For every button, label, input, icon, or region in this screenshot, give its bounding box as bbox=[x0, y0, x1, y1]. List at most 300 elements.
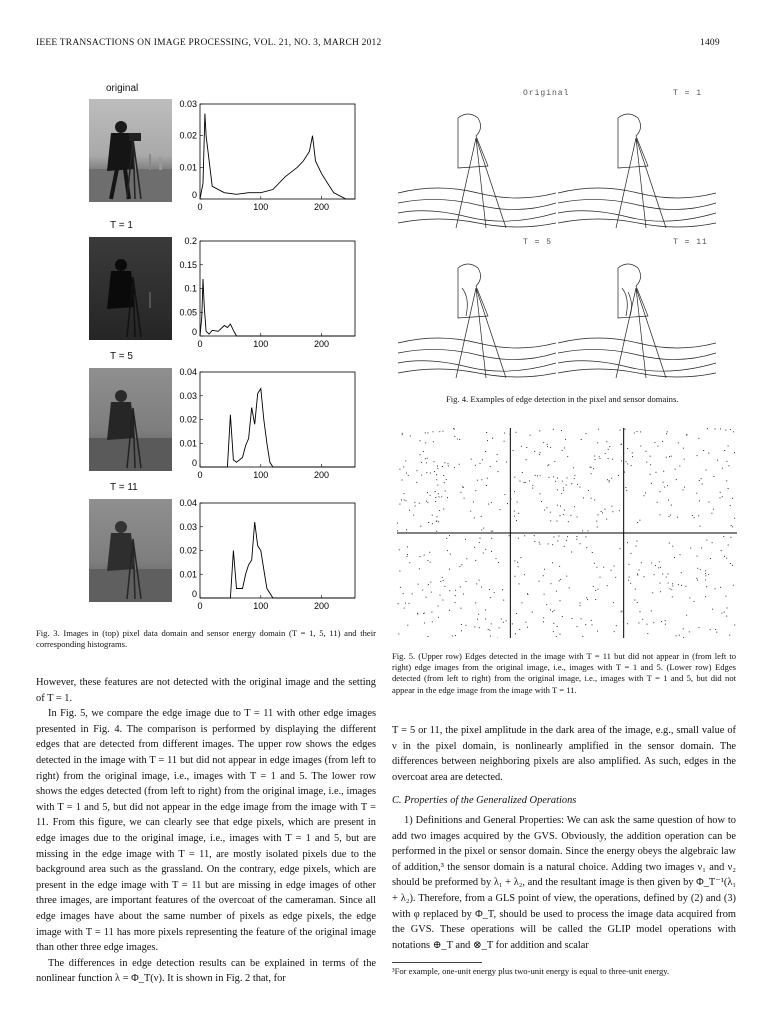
edge-pixel bbox=[449, 569, 450, 570]
edge-pixel bbox=[730, 429, 731, 430]
edge-pixel bbox=[672, 583, 673, 584]
edge-pixel bbox=[446, 538, 447, 539]
right-column-text bbox=[392, 723, 736, 953]
edge-pixel bbox=[623, 429, 624, 430]
edge-pixel bbox=[554, 610, 555, 611]
edge-pixel bbox=[427, 636, 428, 637]
fig4-label-t5: T = 5 bbox=[523, 238, 553, 247]
edge-pixel bbox=[540, 493, 541, 494]
edge-pixel bbox=[732, 526, 733, 527]
edge-pixel bbox=[522, 602, 523, 603]
edge-pixel bbox=[686, 615, 687, 616]
edge-pixel bbox=[729, 635, 730, 636]
edge-pixel bbox=[433, 441, 434, 442]
edge-pixel bbox=[479, 627, 480, 628]
edge-pixel bbox=[405, 603, 406, 604]
edge-pixel bbox=[449, 535, 450, 536]
edge-pixel bbox=[689, 597, 690, 598]
cameraman-t1-image bbox=[89, 237, 172, 340]
edge-pixel bbox=[553, 537, 554, 538]
edge-pixel bbox=[444, 482, 445, 483]
edge-pixel bbox=[651, 563, 652, 564]
edge-pixel bbox=[407, 546, 408, 547]
edge-pixel bbox=[539, 454, 540, 455]
edge-pixel bbox=[591, 620, 592, 621]
edge-pixel bbox=[609, 481, 610, 482]
edge-pixel bbox=[481, 529, 482, 530]
edge-pixel bbox=[517, 502, 518, 503]
edge-pixel bbox=[403, 593, 404, 594]
edge-pixel bbox=[705, 596, 706, 597]
edge-pixel bbox=[552, 562, 553, 563]
edge-pixel bbox=[397, 523, 398, 524]
edge-pixel bbox=[492, 438, 493, 439]
edge-pixel bbox=[602, 512, 603, 513]
edge-pixel bbox=[606, 519, 607, 520]
journal-header: IEEE TRANSACTIONS ON IMAGE PROCESSING, VOL. 21, NO. 3, MARCH 2012 bbox=[36, 38, 382, 48]
edge-pixel bbox=[725, 430, 726, 431]
edge-pixel bbox=[677, 517, 678, 518]
edge-pixel bbox=[660, 583, 661, 584]
panel-title-t11: T = 11 bbox=[110, 482, 138, 493]
y-tick-label: 0 bbox=[191, 327, 197, 337]
edge-pixel bbox=[679, 466, 680, 467]
edge-pixel bbox=[420, 526, 421, 527]
edge-pixel bbox=[710, 629, 711, 630]
edge-pixel bbox=[672, 546, 673, 547]
fig4-label-t11: T = 11 bbox=[673, 238, 708, 247]
edge-pixel bbox=[504, 433, 505, 434]
edge-pixel bbox=[725, 596, 726, 597]
edge-pixel bbox=[550, 447, 551, 448]
edge-pixel bbox=[560, 515, 561, 516]
edge-pixel bbox=[712, 609, 713, 610]
edge-pixel bbox=[488, 504, 489, 505]
y-tick-label: 0 bbox=[191, 458, 197, 468]
edge-pixel bbox=[586, 597, 587, 598]
edge-pixel bbox=[671, 456, 672, 457]
edge-pixel bbox=[514, 560, 515, 561]
edge-pixel bbox=[577, 626, 578, 627]
edge-pixel bbox=[461, 630, 462, 631]
edge-pixel bbox=[728, 488, 729, 489]
edge-pixel bbox=[471, 459, 472, 460]
edge-pixel bbox=[697, 580, 698, 581]
edge-pixel bbox=[470, 511, 471, 512]
edge-pixel bbox=[581, 439, 582, 440]
edge-pixel bbox=[465, 625, 466, 626]
edge-pixel bbox=[666, 457, 667, 458]
edge-pixel bbox=[509, 434, 510, 435]
edge-pixel bbox=[668, 500, 669, 501]
edge-pixel bbox=[526, 447, 527, 448]
edge-pixel bbox=[409, 510, 410, 511]
edge-pixel bbox=[430, 495, 431, 496]
edge-pixel bbox=[517, 562, 518, 563]
edge-pixel bbox=[446, 479, 447, 480]
edge-pixel bbox=[439, 496, 440, 497]
edge-pixel bbox=[407, 556, 408, 557]
edge-pixel bbox=[440, 581, 441, 582]
edge-pixel bbox=[696, 493, 697, 494]
edge-pixel bbox=[515, 432, 516, 433]
edge-pixel bbox=[540, 452, 541, 453]
edge-pixel bbox=[672, 596, 673, 597]
edge-pixel bbox=[474, 517, 475, 518]
edge-pixel bbox=[502, 589, 503, 590]
edge-pixel bbox=[726, 616, 727, 617]
edge-pixel bbox=[629, 577, 630, 578]
edge-image-original bbox=[398, 98, 556, 231]
left-paragraph-3: The differences in edge detection results can be explained in terms of the nonlinear function λ = Φ_T(ν). It is shown in Fig. 2 that, for bbox=[36, 957, 376, 985]
edge-pixel bbox=[702, 484, 703, 485]
edge-pixel bbox=[618, 475, 619, 476]
edge-pixel bbox=[607, 585, 608, 586]
edge-pixel bbox=[485, 549, 486, 550]
edge-pixel bbox=[476, 583, 477, 584]
edge-pixel bbox=[514, 477, 515, 478]
edge-pixel bbox=[689, 631, 690, 632]
edge-pixel bbox=[430, 582, 431, 583]
edge-pixel bbox=[644, 576, 645, 577]
edge-pixel bbox=[515, 633, 516, 634]
edge-pixel bbox=[443, 431, 444, 432]
edge-pixel bbox=[420, 556, 421, 557]
edge-pixel bbox=[660, 591, 661, 592]
edge-pixel bbox=[450, 554, 451, 555]
edge-pixel bbox=[460, 492, 461, 493]
edge-pixel bbox=[489, 630, 490, 631]
edge-pixel bbox=[672, 586, 673, 587]
edge-pixel bbox=[655, 565, 656, 566]
edge-pixel bbox=[706, 586, 707, 587]
edge-pixel bbox=[593, 468, 594, 469]
edge-pixel bbox=[432, 515, 433, 516]
edge-pixel bbox=[650, 456, 651, 457]
edge-pixel bbox=[587, 599, 588, 600]
edge-pixel bbox=[428, 584, 429, 585]
edge-pixel bbox=[594, 456, 595, 457]
edge-pixel bbox=[726, 461, 727, 462]
edge-pixel bbox=[544, 510, 545, 511]
edge-pixel bbox=[514, 491, 515, 492]
right-paragraph-2: 1) Definitions and General Properties: We can ask the same question of how to add two images acquired by the GVS. Obviously, the addition operation can be performed in the pixel or sensor domain. Since the energy obeys the algebraic law of addition,³ the sensor domain is a natural choice. Adding two images ν₁ and ν₂ should be preformed by λ₁ + λ₂, and the resultant image is then given by Φ_T⁻¹(λ₁ + λ₂). Therefore, from a GLS point of view, the operations, defined by (2) and (3) with φ replaced by Φ_T, should be used to process the image data acquired from the GVS. These operations will be called the GLIP model operations with notations ⊕_T and ⊗_T for addition and scalar bbox=[392, 814, 736, 951]
edge-pixel bbox=[621, 444, 622, 445]
fig3-caption: Fig. 3. Images in (top) pixel data domain and sensor energy domain (T = 1, 5, 11) and their corresponding histograms. bbox=[36, 628, 376, 650]
edge-pixel bbox=[698, 438, 699, 439]
edge-pixel bbox=[455, 590, 456, 591]
edge-pixel bbox=[455, 595, 456, 596]
edge-pixel bbox=[569, 587, 570, 588]
edge-pixel bbox=[684, 459, 685, 460]
edge-pixel bbox=[623, 621, 624, 622]
edge-pixel bbox=[640, 446, 641, 447]
edge-pixel bbox=[683, 448, 684, 449]
edge-pixel bbox=[721, 613, 722, 614]
edge-pixel bbox=[475, 465, 476, 466]
edge-pixel bbox=[588, 490, 589, 491]
edge-pixel bbox=[501, 619, 502, 620]
edge-pixel bbox=[425, 432, 426, 433]
edge-pixel bbox=[692, 515, 693, 516]
edge-pixel bbox=[635, 589, 636, 590]
edge-pixel bbox=[600, 458, 601, 459]
edge-pixel bbox=[439, 431, 440, 432]
edge-pixel bbox=[647, 624, 648, 625]
y-tick-label: 0.15 bbox=[179, 259, 197, 270]
edge-pixel bbox=[645, 451, 646, 452]
edge-pixel bbox=[712, 542, 713, 543]
edge-pixel bbox=[444, 462, 445, 463]
edge-pixel bbox=[455, 635, 456, 636]
edge-pixel bbox=[676, 479, 677, 480]
edge-pixel bbox=[491, 538, 492, 539]
edge-pixel bbox=[582, 636, 583, 637]
edge-pixel bbox=[404, 608, 405, 609]
y-tick-label: 0 bbox=[191, 190, 197, 200]
edge-pixel bbox=[410, 435, 411, 436]
edge-pixel bbox=[637, 541, 638, 542]
edge-pixel bbox=[701, 547, 702, 548]
edge-pixel bbox=[705, 575, 706, 576]
edge-pixel bbox=[424, 555, 425, 556]
edge-pixel bbox=[558, 536, 559, 537]
edge-pixel bbox=[670, 588, 671, 589]
edge-pixel bbox=[668, 573, 669, 574]
edge-pixel bbox=[634, 600, 635, 601]
edge-pixel bbox=[445, 490, 446, 491]
edge-pixel bbox=[540, 475, 541, 476]
edge-pixel bbox=[728, 545, 729, 546]
edge-pixel bbox=[532, 612, 533, 613]
edge-pixel bbox=[680, 554, 681, 555]
histogram-t11 bbox=[170, 495, 370, 617]
edge-pixel bbox=[500, 509, 501, 510]
left-column-text bbox=[36, 675, 376, 987]
edge-pixel bbox=[720, 428, 721, 429]
x-tick-label: 100 bbox=[253, 601, 269, 611]
edge-pixel bbox=[426, 501, 427, 502]
edge-pixel bbox=[720, 587, 721, 588]
edge-pixel bbox=[564, 448, 565, 449]
edge-pixel bbox=[671, 589, 672, 590]
edge-pixel bbox=[520, 557, 521, 558]
edge-pixel bbox=[567, 536, 568, 537]
edge-pixel bbox=[722, 496, 723, 497]
edge-pixel bbox=[426, 462, 427, 463]
histogram-line bbox=[200, 389, 355, 467]
edge-pixel bbox=[423, 613, 424, 614]
edge-pixel bbox=[487, 478, 488, 479]
edge-pixel bbox=[461, 624, 462, 625]
edge-pixel bbox=[640, 611, 641, 612]
edge-pixel bbox=[497, 454, 498, 455]
edge-pixel bbox=[442, 466, 443, 467]
edge-pixel bbox=[437, 468, 438, 469]
cameraman-t5-image bbox=[89, 368, 172, 471]
edge-pixel bbox=[591, 498, 592, 499]
edge-pixel bbox=[722, 468, 723, 469]
edge-pixel bbox=[548, 543, 549, 544]
edge-pixel bbox=[540, 544, 541, 545]
edge-pixel bbox=[697, 556, 698, 557]
edge-pixel bbox=[666, 433, 667, 434]
y-tick-label: 0.1 bbox=[184, 283, 197, 294]
y-tick-label: 0.03 bbox=[179, 99, 197, 109]
edge-pixel bbox=[637, 575, 638, 576]
edge-pixel bbox=[597, 442, 598, 443]
edge-pixel bbox=[530, 435, 531, 436]
edge-pixel bbox=[597, 631, 598, 632]
y-tick-label: 0.2 bbox=[184, 236, 197, 246]
edge-pixel bbox=[547, 446, 548, 447]
edge-pixel bbox=[657, 502, 658, 503]
edge-pixel bbox=[491, 551, 492, 552]
edge-pixel bbox=[727, 608, 728, 609]
edge-pixel bbox=[399, 504, 400, 505]
edge-pixel bbox=[697, 568, 698, 569]
edge-pixel bbox=[734, 625, 735, 626]
edge-pixel bbox=[614, 566, 615, 567]
edge-pixel bbox=[586, 433, 587, 434]
edge-pixel bbox=[466, 581, 467, 582]
edge-pixel bbox=[483, 553, 484, 554]
edge-pixel bbox=[499, 627, 500, 628]
edge-pixel bbox=[513, 450, 514, 451]
edge-pixel bbox=[475, 560, 476, 561]
edge-pixel bbox=[449, 610, 450, 611]
edge-pixel bbox=[557, 541, 558, 542]
edge-pixel bbox=[607, 479, 608, 480]
edge-pixel bbox=[498, 471, 499, 472]
edge-pixel bbox=[543, 442, 544, 443]
edge-pixel bbox=[564, 510, 565, 511]
edge-pixel bbox=[550, 512, 551, 513]
edge-pixel bbox=[557, 505, 558, 506]
edge-pixel bbox=[637, 574, 638, 575]
edge-pixel bbox=[591, 473, 592, 474]
edge-pixel bbox=[445, 586, 446, 587]
x-tick-label: 0 bbox=[197, 601, 203, 611]
edge-pixel bbox=[597, 514, 598, 515]
panel-title-original: original bbox=[106, 83, 139, 94]
x-tick-label: 0 bbox=[197, 202, 203, 212]
edge-pixel bbox=[730, 537, 731, 538]
edge-pixel bbox=[525, 622, 526, 623]
cameraman-original-image bbox=[89, 99, 172, 202]
edge-pixel bbox=[625, 429, 626, 430]
edge-pixel bbox=[463, 594, 464, 595]
histogram-original bbox=[170, 96, 370, 218]
edge-pixel bbox=[553, 631, 554, 632]
y-tick-label: 0.02 bbox=[179, 545, 197, 556]
edge-pixel bbox=[562, 481, 563, 482]
edge-pixel bbox=[485, 619, 486, 620]
edge-pixel bbox=[585, 624, 586, 625]
edge-pixel bbox=[681, 585, 682, 586]
edge-pixel bbox=[437, 485, 438, 486]
x-tick-label: 0 bbox=[197, 339, 203, 349]
edge-pixel bbox=[465, 539, 466, 540]
edge-pixel bbox=[428, 522, 429, 523]
edge-pixel bbox=[683, 489, 684, 490]
edge-pixel bbox=[566, 540, 567, 541]
edge-pixel bbox=[439, 510, 440, 511]
edge-pixel bbox=[481, 479, 482, 480]
edge-pixel bbox=[478, 614, 479, 615]
edge-pixel bbox=[417, 614, 418, 615]
edge-pixel bbox=[434, 461, 435, 462]
edge-pixel bbox=[416, 482, 417, 483]
edge-pixel bbox=[532, 485, 533, 486]
edge-pixel bbox=[657, 446, 658, 447]
edge-pixel bbox=[581, 618, 582, 619]
edge-pixel bbox=[436, 531, 437, 532]
edge-pixel bbox=[553, 429, 554, 430]
edge-pixel bbox=[524, 535, 525, 536]
footnote: ³For example, one-unit energy plus two-unit energy is equal to three-unit energy. bbox=[392, 966, 670, 976]
edge-pixel bbox=[639, 520, 640, 521]
edge-pixel bbox=[425, 458, 426, 459]
edge-pixel bbox=[635, 546, 636, 547]
edge-pixel bbox=[543, 617, 544, 618]
histogram-line bbox=[200, 279, 355, 336]
edge-pixel bbox=[564, 546, 565, 547]
edge-pixel bbox=[430, 562, 431, 563]
edge-pixel bbox=[399, 571, 400, 572]
edge-pixel bbox=[640, 431, 641, 432]
edge-pixel bbox=[506, 620, 507, 621]
edge-pixel bbox=[543, 575, 544, 576]
edge-pixel bbox=[715, 429, 716, 430]
edge-pixel bbox=[422, 590, 423, 591]
edge-pixel bbox=[404, 493, 405, 494]
edge-pixel bbox=[608, 458, 609, 459]
edge-pixel bbox=[732, 498, 733, 499]
histogram-t5 bbox=[170, 364, 370, 486]
edge-pixel bbox=[556, 591, 557, 592]
edge-pixel bbox=[524, 482, 525, 483]
edge-pixel bbox=[518, 566, 519, 567]
fig4-label-original: Original bbox=[523, 89, 570, 98]
edge-pixel bbox=[567, 477, 568, 478]
edge-pixel bbox=[717, 460, 718, 461]
edge-pixel bbox=[435, 497, 436, 498]
edge-pixel bbox=[571, 483, 572, 484]
y-tick-label: 0.01 bbox=[179, 162, 197, 173]
edge-pixel bbox=[454, 436, 455, 437]
edge-pixel bbox=[550, 520, 551, 521]
edge-pixel bbox=[557, 478, 558, 479]
edge-pixel bbox=[699, 480, 700, 481]
edge-pixel bbox=[516, 613, 517, 614]
edge-pixel bbox=[671, 505, 672, 506]
edge-pixel bbox=[598, 429, 599, 430]
edge-pixel bbox=[548, 464, 549, 465]
edge-pixel bbox=[580, 603, 581, 604]
edge-pixel bbox=[436, 479, 437, 480]
edge-pixel bbox=[726, 558, 727, 559]
edge-pixel bbox=[547, 444, 548, 445]
edge-pixel bbox=[438, 521, 439, 522]
edge-pixel bbox=[623, 451, 624, 452]
edge-pixel bbox=[631, 553, 632, 554]
edge-pixel bbox=[459, 439, 460, 440]
edge-pixel bbox=[646, 462, 647, 463]
edge-pixel bbox=[616, 625, 617, 626]
edge-pixel bbox=[613, 602, 614, 603]
edge-pixel bbox=[506, 462, 507, 463]
